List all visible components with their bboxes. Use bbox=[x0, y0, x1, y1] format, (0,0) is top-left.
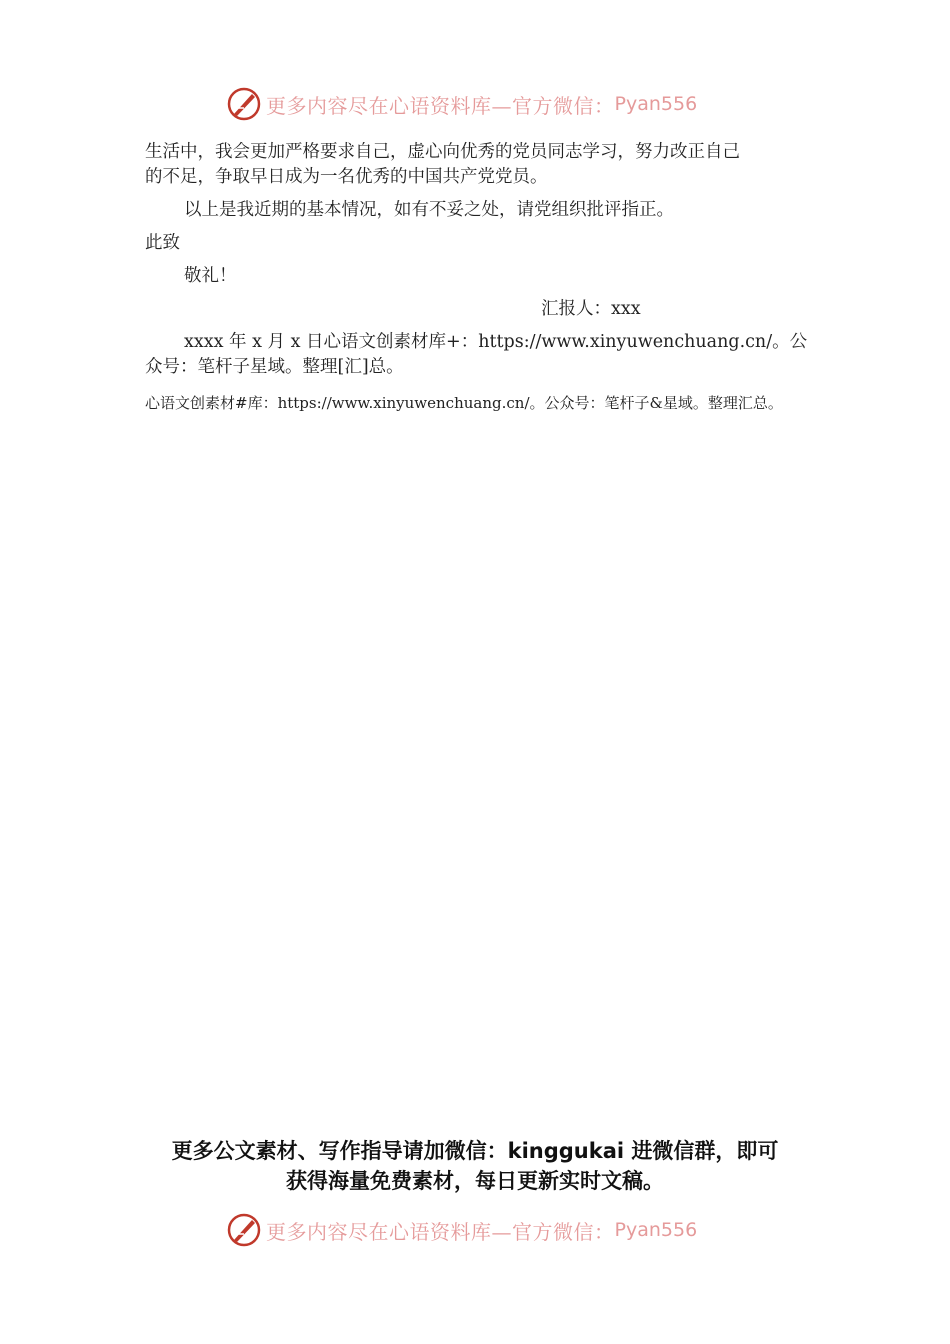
banner-text: 更多内容尽在心语资料库—官方微信： bbox=[266, 1219, 615, 1244]
footer-line-2: 获得海量免费素材，每日更新实时文稿。 bbox=[286, 1169, 664, 1193]
quill-logo-icon bbox=[226, 86, 262, 122]
bottom-banner bbox=[226, 1210, 746, 1250]
signer: 汇报人：xxx bbox=[541, 299, 641, 319]
quill-logo-icon bbox=[226, 1212, 262, 1248]
paragraph-2: 以上是我近期的基本情况，如有不妥之处，请党组织批评指正。 bbox=[184, 200, 674, 220]
footer-line-1: 更多公文素材、写作指导请加微信：kinggukai 进微信群，即可 bbox=[171, 1139, 779, 1163]
regards: 敬礼！ bbox=[184, 266, 237, 286]
source-note: 心语文创素材#库：https://www.xinyuwenchuang.cn/。公众号：笔杆子&星域。整理汇总。 bbox=[145, 394, 783, 412]
banner-wechat-id: Pyan556 bbox=[614, 1219, 698, 1241]
top-banner bbox=[226, 84, 746, 124]
paragraph-1-line-1: 生活中，我会更加严格要求自己，虚心向优秀的党员同志学习，努力改正自己 bbox=[145, 142, 740, 162]
date-line-2: 众号：笔杆子星域。整理[汇]总。 bbox=[145, 357, 404, 377]
salutation: 此致 bbox=[145, 233, 180, 253]
date-line-1: xxxx 年 x 月 x 日心语文创素材库+：https://www.xinyuwenchuang.cn/。公 bbox=[184, 332, 808, 352]
footer-promo bbox=[120, 1136, 830, 1196]
banner-text: 更多内容尽在心语资料库—官方微信： bbox=[266, 93, 615, 118]
banner-wechat-id: Pyan556 bbox=[614, 93, 698, 115]
paragraph-1-line-2: 的不足，争取早日成为一名优秀的中国共产党党员。 bbox=[145, 167, 548, 187]
